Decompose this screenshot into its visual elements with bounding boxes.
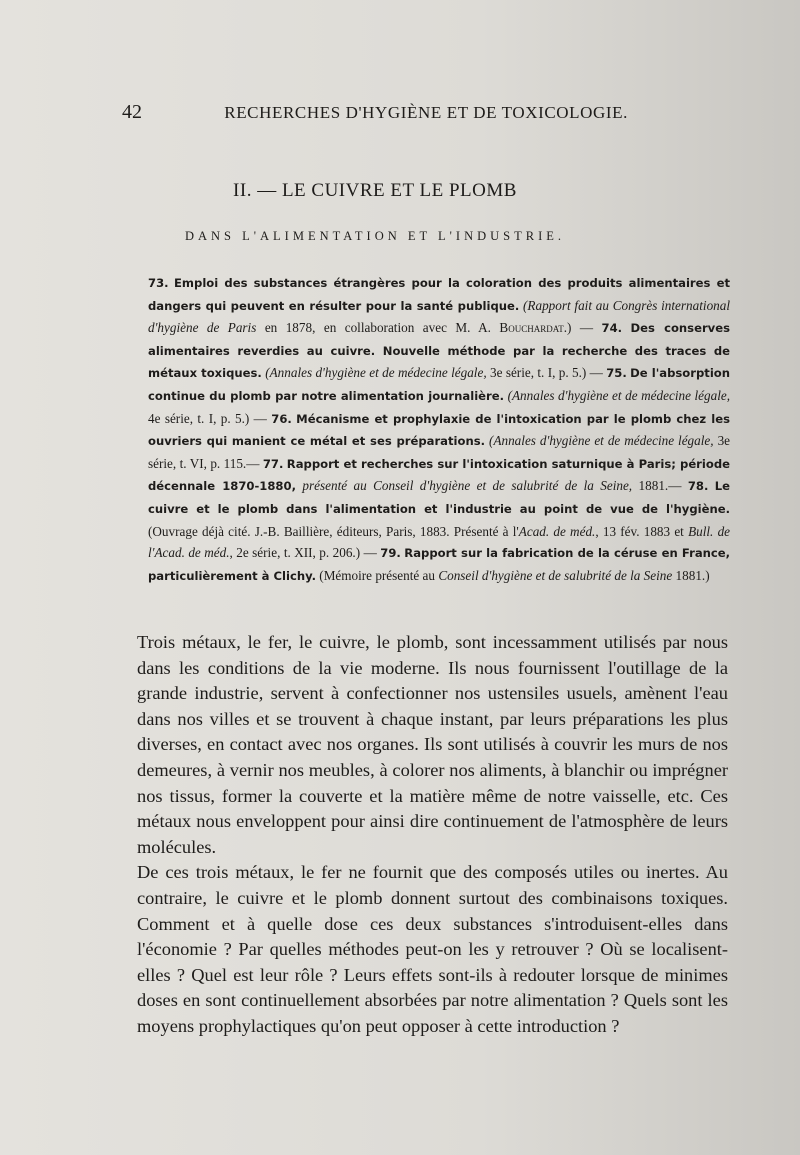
section-title: II. — LE CUIVRE ET LE PLOMB xyxy=(233,180,517,201)
entry-number: 76. xyxy=(271,411,292,426)
entry-number: 79. xyxy=(380,546,401,561)
entry-number: 77. xyxy=(262,456,284,471)
entry-reference: 4e série, t. I, p. 5.) — xyxy=(148,410,267,426)
entry-reference: Conseil d'hygiène et de salubrité de la Seine xyxy=(438,567,673,583)
entry-reference: , 2e série, t. XII, p. 206.) — xyxy=(229,545,377,561)
running-header xyxy=(122,101,628,124)
entry-number: 78. xyxy=(687,479,709,494)
entry-reference: (Mémoire présenté au xyxy=(319,567,436,583)
entry-reference: Acad. de méd. xyxy=(518,523,596,539)
paragraph: De ces trois métaux, le fer ne fournit que des composés utiles ou inertes. Au contraire, le cuivre et le plomb donnent surtout des combinaisons toxiques. Comment et à quelle dose ces deux substances s'introduisent-elles dans l'économie ? Par quelles méthodes peut-on les y retrouver ? Où se localisent-elles ? Quel est leur rôle ? Leurs effets sont-ils à redouter lorsque de minimes doses en sont continuellement absorbées par notre alimentation ? Quels sont les moyens prophylactiques qu'on peut opposer à cette introduction ? xyxy=(137,862,728,1036)
entry-title: Emploi des substances étrangères pour la coloration des produits alimentaires et dangers qui peuvent en résulter pour la santé publique. xyxy=(148,276,731,313)
entry-reference: présenté au Conseil d'hygiène et de salubrité de la Seine, xyxy=(302,478,633,494)
body-text xyxy=(137,630,728,1040)
entry-number: 75. xyxy=(606,366,627,381)
section-subtitle: DANS L'ALIMENTATION ET L'INDUSTRIE. xyxy=(184,229,566,243)
entry-author: Bouchardat xyxy=(499,320,564,336)
entry-reference: (Ouvrage déjà cité. J.-B. Baillière, éditeurs, Paris, 1883. Présenté à l' xyxy=(148,523,519,539)
entry-number: 73. xyxy=(148,276,169,290)
entry-title: Mécanisme et prophylaxie de l'intoxication par le plomb chez les ouvriers qui manient ce métal et ses préparations. xyxy=(148,411,731,449)
entry-reference: 1881.— xyxy=(638,478,682,494)
entry-reference: (Rapport fait au Congrès international d'hygiène de Paris xyxy=(148,297,731,336)
entry-reference: 1881.) xyxy=(675,567,710,583)
entry-title: De l'absorption continue du plomb par notre alimentation journalière. xyxy=(148,366,731,403)
entry-number: 74. xyxy=(601,321,623,336)
entry-reference: (Annales d'hygiène et de médecine légale, xyxy=(489,433,714,449)
page-number: 42 xyxy=(122,101,142,123)
entry-reference: en 1878, en collaboration avec M. A. xyxy=(264,320,491,336)
bibliography-block xyxy=(148,272,730,587)
paragraph: Trois métaux, le fer, le cuivre, le plomb, sont incessamment utilisés par nous dans les conditions de la vie moderne. Ils nous fournissent l'outillage de la grande industrie, servent à confectionner nos ustensiles usuels, amènent l'eau dans nos villes et se trouvent à chaque instant, par leurs préparations les plus diverses, en contact avec nos organes. Ils sont utilisés à couvrir les murs de nos demeures, à vernir nos meubles, à colorer nos aliments, à blanchir ou imprégner nos tissus, former la couverte et la matière même de notre vaisselle, etc. Ces métaux nous enveloppent pour ainsi dire continuement de l'atmosphère de leurs molécules. xyxy=(137,632,728,857)
entry-reference: .) — xyxy=(563,320,594,336)
entry-reference: (Annales d'hygiène et de médecine légale, xyxy=(265,365,487,381)
entry-title: Des conserves alimentaires reverdies au cuivre. Nouvelle méthode par la recherche des traces de métaux toxiques. xyxy=(148,321,730,381)
running-title: RECHERCHES D'HYGIÈNE ET DE TOXICOLOGIE. xyxy=(224,103,628,122)
entry-title: Rapport et recherches sur l'intoxication saturnique à Paris; période décennale 1870-1880, xyxy=(148,456,730,494)
entry-reference: 3e série, t. I, p. 5.) — xyxy=(490,365,603,381)
entry-reference: 3e série, t. VI, p. 115.— xyxy=(148,433,731,471)
entry-title: Rapport sur la fabrication de la céruse en France, particulièrement à Clichy. xyxy=(148,546,731,583)
entry-reference: (Annales d'hygiène et de médecine légale, xyxy=(507,387,731,403)
entry-title: Le cuivre et le plomb dans l'alimentation et l'industrie au point de vue de l'hygiène. xyxy=(148,479,731,516)
entry-reference: Bull. de l'Acad. de méd. xyxy=(148,523,731,561)
entry-reference: , 13 fév. 1883 et xyxy=(595,523,684,539)
